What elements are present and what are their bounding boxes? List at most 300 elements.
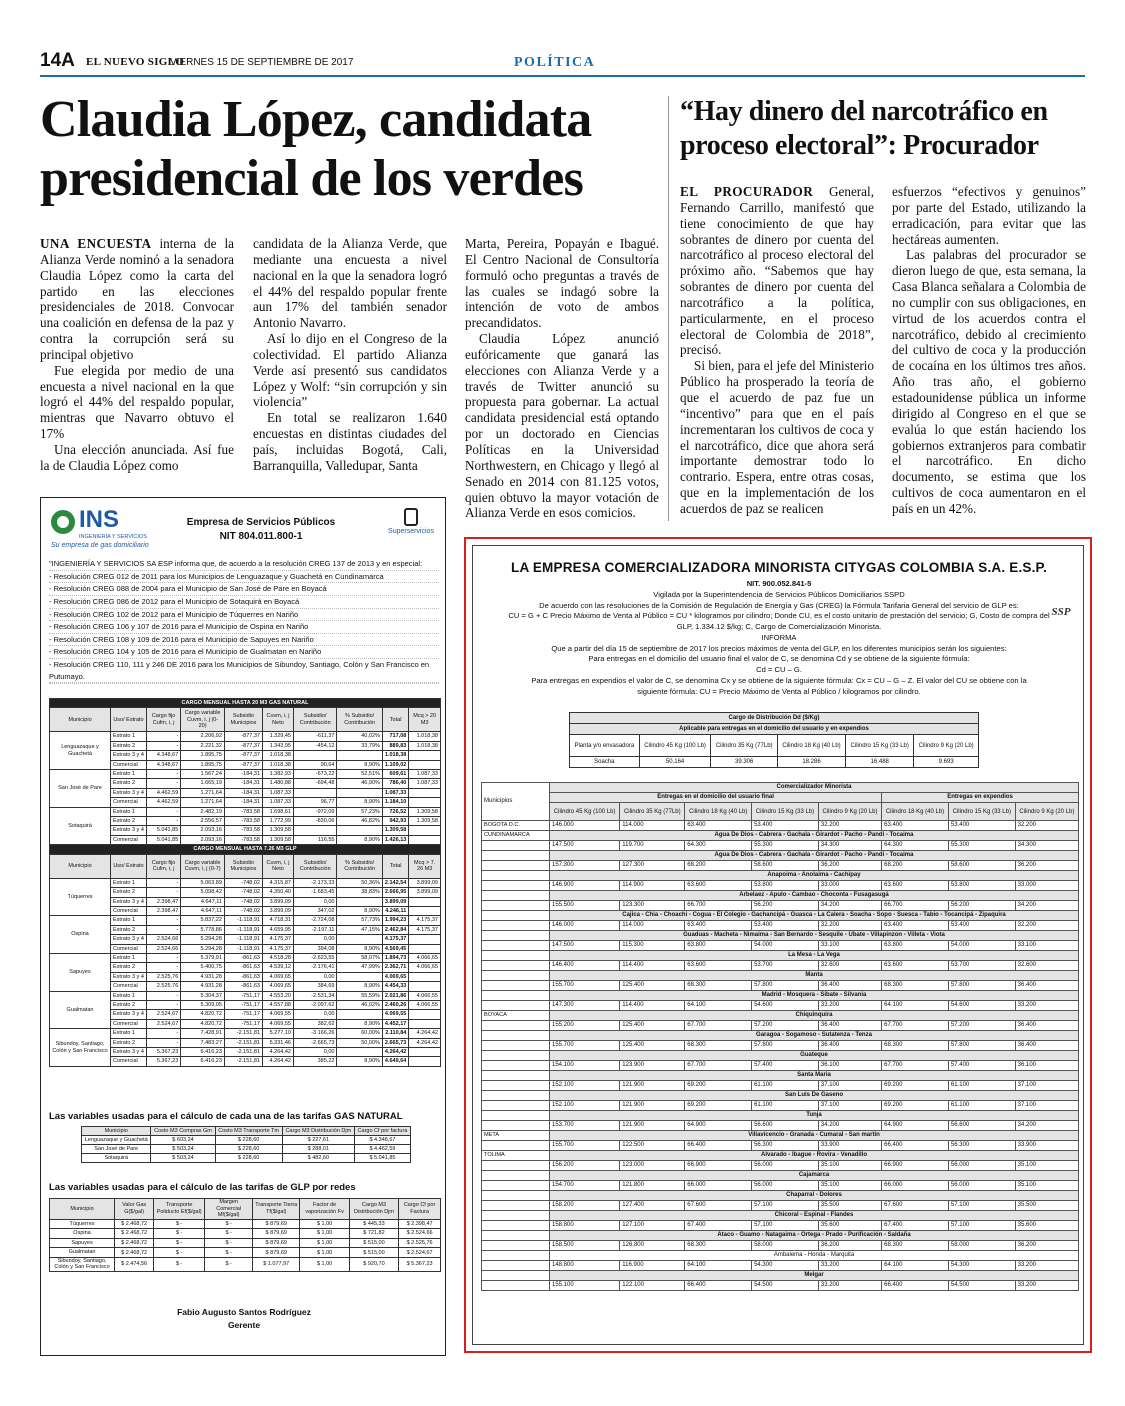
ins-advertisement: [40, 497, 446, 1356]
table-cell: Estrato 2: [111, 963, 147, 972]
cylinder-header: Cilindro 45 Kg (100 Lb): [550, 803, 620, 821]
price-cell: 57.100: [752, 1201, 819, 1211]
price-cell: 37.100: [1015, 1101, 1078, 1111]
column-header: Total: [382, 708, 408, 732]
column-header: Uso/ Estrato: [111, 854, 147, 878]
price-row: [482, 1241, 1079, 1251]
table-cell: 4.315,87: [262, 878, 293, 887]
price-cell: 53.700: [752, 961, 819, 971]
department-cell: TOLIMA: [482, 1151, 550, 1161]
department-cell: [482, 1271, 550, 1281]
price-cell: 66.700: [882, 901, 949, 911]
price-cell: 156.200: [550, 1161, 620, 1171]
municipality-row: [482, 1171, 1079, 1181]
table-cell: [337, 1010, 382, 1019]
price-cell: 67.600: [882, 1201, 949, 1211]
table-cell: Estrato 3 y 4: [111, 935, 147, 944]
table-cell: -611,37: [294, 732, 337, 741]
price-cell: 67.700: [882, 1021, 949, 1031]
table-cell: 2.021,86: [382, 991, 408, 1000]
price-cell: 119.700: [620, 841, 685, 851]
table-cell: $ 2.524,66: [399, 1229, 441, 1239]
department-cell: [482, 1101, 550, 1111]
price-cell: 36.400: [1015, 1041, 1078, 1051]
department-cell: [482, 1261, 550, 1271]
table-title-row: [570, 724, 979, 735]
department-cell: [482, 1241, 550, 1251]
table-cell: 4.066,55: [409, 991, 441, 1000]
table-row: [50, 916, 441, 925]
table-cell: 4.348,67: [146, 751, 180, 760]
column-header: Cilindro 18 Kg (40 Lb): [777, 735, 845, 757]
price-cell: 66.400: [685, 1141, 752, 1151]
price-cell: 56.200: [752, 901, 819, 911]
table-cell: -: [146, 1038, 180, 1047]
table-cell: 4.718,31: [262, 916, 293, 925]
price-cell: 33.900: [1015, 1141, 1078, 1151]
table-cell: 1.271,64: [181, 788, 225, 797]
price-cell: 34.200: [1015, 1121, 1078, 1131]
price-cell: 33.000: [1015, 881, 1078, 891]
table-cell: [409, 751, 441, 760]
table-cell: 4.350,40: [262, 888, 293, 897]
table-cell: $ 445,33: [349, 1219, 398, 1229]
price-cell: 35.100: [818, 1181, 881, 1191]
table-cell: 18.286: [777, 757, 845, 768]
table-cell: [337, 788, 382, 797]
price-cell: 66.900: [685, 1161, 752, 1171]
column-header: Cargo variable Cuvm, i, j (0-20): [181, 708, 225, 732]
price-cell: 32.200: [818, 921, 881, 931]
department-cell: [482, 1161, 550, 1171]
price-cell: 66.400: [685, 1281, 752, 1291]
table-cell: 4.175,37: [382, 935, 408, 944]
table-cell: 2.524,66: [146, 944, 180, 953]
table-cell: $ 5.041,85: [354, 1154, 410, 1163]
price-cell: 32.600: [1015, 961, 1078, 971]
price-row: [482, 841, 1079, 851]
table-cell: 8,90%: [337, 1057, 382, 1066]
table-cell: Comercial: [111, 798, 147, 807]
table-cell: Estrato 2: [111, 925, 147, 934]
table-cell: [409, 788, 441, 797]
price-cell: 56.300: [948, 1141, 1015, 1151]
price-cell: 127.100: [620, 1221, 685, 1231]
table-cell: $ -: [154, 1219, 205, 1229]
table-cell: Estrato 3 y 4: [111, 788, 147, 797]
table-cell: $ 228,60: [215, 1145, 282, 1154]
table-cell: $ -: [205, 1257, 253, 1271]
column-header: Subsidio Municipios: [224, 854, 262, 878]
department-cell: [482, 971, 550, 981]
table-cell: [409, 1057, 441, 1066]
municipality-row: [482, 871, 1079, 881]
table-cell: [294, 826, 337, 835]
price-cell: 35.600: [1015, 1221, 1078, 1231]
table-cell: 52,51%: [337, 770, 382, 779]
price-cell: 121.900: [620, 1081, 685, 1091]
department-cell: [482, 1051, 550, 1061]
table-cell: [409, 798, 441, 807]
municipality-name: Guaduas - Macheta - Nimaima - San Bernardo - Sesquile - Ubate - Villapinzon - Villeta - Viota: [550, 931, 1079, 941]
price-cell: 63.600: [882, 961, 949, 971]
article1-paragraph: Así lo dijo en el Congreso de la colectividad. El partido Alianza Verde así presentó sus candidatos López y Wolf: “sin corrupción y sin violencia”: [253, 331, 447, 410]
department-cell: [482, 1031, 550, 1041]
municipality-name: La Mesa - La Vega: [550, 951, 1079, 961]
table-cell: 5.367,23: [146, 1057, 180, 1066]
price-cell: 54.000: [948, 941, 1015, 951]
price-row: [482, 1161, 1079, 1171]
municipio-cell: Túquerres: [50, 878, 111, 916]
price-cell: 57.800: [948, 981, 1015, 991]
table-cell: 4.931,28: [181, 972, 225, 981]
price-row: [482, 1061, 1079, 1071]
citygas-paragraph: Para entregas en el domicilio del usuario final el valor de C, se denomina Cd y se obtiene de la siguiente fórmula:: [588, 654, 970, 664]
table-cell: -2.151,81: [224, 1057, 262, 1066]
table-cell: 5.331,46: [262, 1038, 293, 1047]
department-cell: [482, 931, 550, 941]
price-row: [482, 881, 1079, 891]
price-cell: 155.500: [550, 901, 620, 911]
table-cell: 3.899,09: [409, 888, 441, 897]
table-cell: 90,64: [294, 760, 337, 769]
article1-paragraph: Claudia López anunció eufóricamente que ganará las elecciones con Alianza Verde y a través de Twitter anunció su propuesta para gobernar. La actual candidata presidencial está optando por un doctorado en Ciencias Políticas en la Universidad Northwestern, en Chicago y llegó al Senado en 2014 con 81.125 votos, quien obtuvo la mayor votación de Alianza Verde en esos comicios.: [465, 331, 659, 521]
table-cell: 382,62: [294, 1019, 337, 1028]
ins-logo-word: INS: [79, 506, 120, 533]
table-cell: -877,37: [224, 751, 262, 760]
table-cell: -2.724,08: [294, 916, 337, 925]
department-cell: [482, 871, 550, 881]
resolution-item: - Resolución CREG 106 y 107 de 2016 para el Municipio de Ospina en Nariño: [49, 621, 439, 634]
table-cell: -: [146, 1029, 180, 1038]
table-header-row: [570, 735, 979, 757]
glp-price-table: [481, 782, 1079, 1291]
distribution-title: Cargo de Distribución Dd ($/Kg): [570, 713, 979, 724]
price-cell: 115.300: [620, 941, 685, 951]
price-row: [482, 1261, 1079, 1271]
table-cell: 8,90%: [337, 906, 382, 915]
table-cell: 38,83%: [337, 888, 382, 897]
table-cell: -1.118,91: [224, 935, 262, 944]
table-cell: [409, 935, 441, 944]
price-cell: 57.800: [752, 1041, 819, 1051]
table-cell: 5.778,86: [181, 925, 225, 934]
table-cell: [409, 906, 441, 915]
column-header: Cilindro 35 Kg (77Lb): [711, 735, 777, 757]
column-header: Cargo fijo Cufm, i, j: [146, 708, 180, 732]
price-cell: 146.400: [550, 961, 620, 971]
table-row: [50, 732, 441, 741]
table-cell: 394,08: [294, 944, 337, 953]
price-cell: 121.900: [620, 1101, 685, 1111]
table-cell: Soacha: [570, 757, 640, 768]
table-cell: $ -: [205, 1238, 253, 1248]
table-cell: $ 503,24: [151, 1145, 215, 1154]
table-cell: 1.426,13: [382, 835, 408, 844]
price-cell: 114.900: [620, 881, 685, 891]
table-row: [50, 953, 441, 962]
price-cell: 56.000: [948, 1181, 1015, 1191]
table-cell: 1.994,23: [382, 916, 408, 925]
column-header: Municipio: [82, 1127, 151, 1136]
table-cell: Comercial: [111, 982, 147, 991]
price-cell: 33.100: [1015, 941, 1078, 951]
municipality-name: Villavicencio - Granada - Cumaral - San martin: [550, 1131, 1079, 1141]
table-header-row: [82, 1127, 411, 1136]
table-cell: 1.309,58: [409, 817, 441, 826]
price-cell: 67.600: [685, 1201, 752, 1211]
price-cell: 54.500: [752, 1281, 819, 1291]
table-cell: Estrato 2: [111, 741, 147, 750]
municipality-name: Tunja: [550, 1111, 1079, 1121]
table-cell: $ 482,60: [282, 1154, 354, 1163]
table-row: [50, 1238, 441, 1248]
table-cell: 1.271,64: [181, 798, 225, 807]
table-cell: 2.093,16: [181, 835, 225, 844]
table-cell: 47,15%: [337, 925, 382, 934]
price-cell: 68.300: [882, 981, 949, 991]
price-cell: 155.100: [550, 1281, 620, 1291]
table-cell: Lenguazaque y Guachetá: [82, 1136, 151, 1145]
ins-nit: NIT 804.011.800-1: [219, 530, 303, 542]
price-cell: 53.800: [752, 881, 819, 891]
price-cell: 55.300: [752, 841, 819, 851]
price-cell: 56.000: [752, 1181, 819, 1191]
table-cell: Estrato 1: [111, 1029, 147, 1038]
price-cell: 148.800: [550, 1261, 620, 1271]
price-cell: 69.200: [685, 1101, 752, 1111]
table-cell: 5.837,22: [181, 916, 225, 925]
article1-paragraph: Una elección anunciada. Así fue la de Claudia López como: [40, 441, 234, 473]
price-cell: 58.600: [752, 861, 819, 871]
citygas-notice-text: [483, 579, 1075, 698]
price-cell: 34.200: [818, 1121, 881, 1131]
price-cell: 33.200: [1015, 1261, 1078, 1271]
table-cell: -: [146, 925, 180, 934]
price-cell: 34.200: [1015, 901, 1078, 911]
table-cell: 2.556,57: [181, 817, 225, 826]
resolution-item: - Resolución CREG 108 y 109 de 2016 para el Municipio de Sapuyes en Nariño: [49, 634, 439, 647]
municipality-name: Agua De Dios - Cabrera - Gachala - Girardot - Pacho - Pandi - Tocaima: [550, 851, 1079, 861]
table-cell: -748,02: [224, 906, 262, 915]
column-divider: [668, 96, 669, 521]
table-row: [50, 1229, 441, 1239]
table-cell: Estrato 1: [111, 991, 147, 1000]
price-cell: 34.200: [818, 901, 881, 911]
department-cell: [482, 951, 550, 961]
table-cell: 9.693: [914, 757, 979, 768]
column-header: Cargo fijo Cufm, i, j: [146, 854, 180, 878]
cylinder-header: Cilindro 35 Kg (77Lb): [620, 803, 685, 821]
price-cell: 63.600: [685, 881, 752, 891]
table-cell: 1.087,33: [409, 779, 441, 788]
ins-logo-icon: [51, 510, 75, 534]
gas-natural-variables-table: [81, 1126, 411, 1163]
table-cell: 1.309,58: [382, 826, 408, 835]
table-cell: Comercial: [111, 835, 147, 844]
table-cell: 0,00: [294, 1048, 337, 1057]
department-cell: [482, 991, 550, 1001]
municipality-name: Arbelaez - Apulo - Cambao - Choconta - Fusagasugá: [550, 891, 1079, 901]
department-cell: BOGOTA D.C.: [482, 821, 550, 831]
table-cell: 39.306: [711, 757, 777, 768]
table-cell: 16.488: [846, 757, 914, 768]
municipality-name: Cajica - Chia - Choachi - Cogua - El Colegio - Gachancipá - Guasca - La Calera - Soacha - Sopo - Suesca - Tabio - Tocancipá - Zipaquira: [550, 911, 1079, 921]
price-cell: 64.100: [685, 1001, 752, 1011]
ins-intro: "INGENIERÍA Y SERVICIOS SA ESP informa que, de acuerdo a la resolución CREG 137 de 2013 y en especial:: [49, 558, 439, 571]
price-cell: 122.500: [620, 1141, 685, 1151]
price-cell: 53.700: [948, 961, 1015, 971]
price-row: [482, 1121, 1079, 1131]
department-cell: [482, 1231, 550, 1241]
article2-column-2: [892, 184, 1086, 517]
table-cell: 2.524,67: [146, 1019, 180, 1028]
table-cell: 5.294,28: [181, 944, 225, 953]
municipality-name: Manta: [550, 971, 1079, 981]
column-header: Subsidio/ Contribución: [294, 708, 337, 732]
ins-company: Empresa de Servicios Públicos: [186, 517, 336, 528]
price-row: [482, 1221, 1079, 1231]
department-cell: [482, 1211, 550, 1221]
table-cell: -: [146, 817, 180, 826]
price-cell: 35.100: [818, 1161, 881, 1171]
price-cell: 63.800: [685, 941, 752, 951]
table-cell: -748,02: [224, 878, 262, 887]
citygas-paragraph: Que a partir del día 15 de septiembre de 2017 los precios máximos de venta del GLP, en los diferentes municipios serán los siguientes:: [551, 643, 1007, 653]
price-cell: 127.300: [620, 861, 685, 871]
table-cell: 2.524,66: [146, 935, 180, 944]
citygas-paragraph: De acuerdo con las resoluciones de la Comisión de Regulación de Energía y Gas (CREG) la Fórmula Tarifaria General del servicio de GLP es:: [539, 600, 1019, 610]
table-cell: -: [146, 807, 180, 816]
municipality-name: San Luis De Gaseno: [550, 1091, 1079, 1101]
table-cell: -2.173,33: [294, 878, 337, 887]
department-cell: [482, 1061, 550, 1071]
resolution-item: - Resolución CREG 110, 111 y 246 DE 2016 para los Municipios de Sibundoy, Santiago, Colón y San Francisco en Putumayo.: [49, 659, 439, 683]
table-row: [50, 1029, 441, 1038]
table-cell: 4.069,55: [262, 1010, 293, 1019]
table-cell: 786,40: [382, 779, 408, 788]
price-cell: 54.600: [948, 1001, 1015, 1011]
department-cell: [482, 1191, 550, 1201]
price-row: [482, 981, 1079, 991]
table-cell: 609,61: [382, 770, 408, 779]
table-cell: -2.151,81: [224, 1038, 262, 1047]
price-cell: 35.500: [1015, 1201, 1078, 1211]
municipios-header: Municipios: [482, 783, 550, 821]
department-cell: [482, 941, 550, 951]
table-cell: 2.398,47: [146, 897, 180, 906]
municipality-name: Agua De Dios - Cabrera - Gachala - Girardot - Pacho - Pandi - Tocaima: [550, 831, 1079, 841]
table-cell: 4.246,11: [382, 906, 408, 915]
table-cell: 1.698,61: [262, 807, 293, 816]
price-cell: 63.800: [882, 941, 949, 951]
table-cell: [337, 897, 382, 906]
table-row: [50, 770, 441, 779]
table-cell: $ 4.348,67: [354, 1136, 410, 1145]
table-cell: 7.428,91: [181, 1029, 225, 1038]
department-cell: CUNDINAMARCA: [482, 831, 550, 841]
table-cell: Estrato 1: [111, 916, 147, 925]
price-cell: 36.400: [818, 1021, 881, 1031]
price-cell: 68.200: [685, 861, 752, 871]
table-cell: -184,31: [224, 798, 262, 807]
municipality-name: Melgar: [550, 1271, 1079, 1281]
price-cell: 66.900: [882, 1161, 949, 1171]
price-cell: 127.400: [620, 1201, 685, 1211]
table-cell: -2.097,62: [294, 1000, 337, 1009]
table-cell: [409, 1019, 441, 1028]
table-cell: 0,00: [294, 935, 337, 944]
table-cell: 2.206,92: [181, 732, 225, 741]
table-cell: -: [146, 916, 180, 925]
price-cell: 33.200: [818, 1261, 881, 1271]
superservicios-logo: [381, 508, 441, 535]
price-row: [482, 1081, 1079, 1091]
price-cell: 36.400: [1015, 981, 1078, 991]
price-cell: 64.100: [685, 1261, 752, 1271]
price-cell: 69.200: [882, 1101, 949, 1111]
table-header-row: [50, 1199, 441, 1220]
table-header-row: [482, 793, 1079, 803]
table-cell: -184,31: [224, 770, 262, 779]
table-cell: 5.400,75: [181, 963, 225, 972]
ins-logo-sub: INGENIERÍA Y SERVICIOS: [79, 534, 147, 540]
price-cell: 54.000: [752, 941, 819, 951]
table-cell: Estrato 1: [111, 732, 147, 741]
municipality-row: [482, 1271, 1079, 1281]
table-cell: 4.066,55: [409, 1000, 441, 1009]
table-cell: 4.569,45: [382, 944, 408, 953]
table-cell: 2.221,32: [181, 741, 225, 750]
table-cell: -751,17: [224, 1010, 262, 1019]
column-header: Cilindro 15 Kg (33 Lb): [846, 735, 914, 757]
price-cell: 64.100: [882, 1001, 949, 1011]
table-cell: 1.329,45: [262, 732, 293, 741]
table-cell: 3.899,09: [262, 906, 293, 915]
price-cell: 68.300: [882, 1041, 949, 1051]
page-number: 14A: [40, 50, 75, 71]
table-cell: [409, 1048, 441, 1057]
table-cell: -751,17: [224, 1000, 262, 1009]
municipio-cell: San José de Pare: [50, 770, 111, 808]
column-header: Valor Gas G($/gal): [115, 1199, 154, 1220]
price-cell: 53.800: [948, 881, 1015, 891]
citygas-formula: Cd = CU – G.: [756, 665, 802, 675]
price-cell: 32.200: [818, 821, 881, 831]
table-cell: 5.294,28: [181, 935, 225, 944]
column-header: Cuvm, i, j Neto: [262, 708, 293, 732]
table-row: [570, 757, 979, 768]
column-header: Planta y/o envasadora: [570, 735, 640, 757]
table-cell: $ 2.524,67: [399, 1248, 441, 1258]
table-cell: 8,90%: [337, 835, 382, 844]
table-cell: $ 503,24: [151, 1154, 215, 1163]
department-cell: [482, 851, 550, 861]
price-row: [482, 941, 1079, 951]
department-cell: [482, 961, 550, 971]
column-header: Cargo Cf por Factura: [399, 1199, 441, 1220]
price-row: [482, 1041, 1079, 1051]
department-cell: [482, 841, 550, 851]
table-cell: $ 2.468,72: [115, 1229, 154, 1239]
table-cell: $ 515,00: [349, 1238, 398, 1248]
price-cell: 36.200: [1015, 861, 1078, 871]
price-cell: 147.500: [550, 841, 620, 851]
table-cell: -972,09: [294, 807, 337, 816]
table-cell: Comercial: [111, 1057, 147, 1066]
column-header: % Subsidio/ Contribución: [337, 854, 382, 878]
table-cell: 4.820,72: [181, 1010, 225, 1019]
